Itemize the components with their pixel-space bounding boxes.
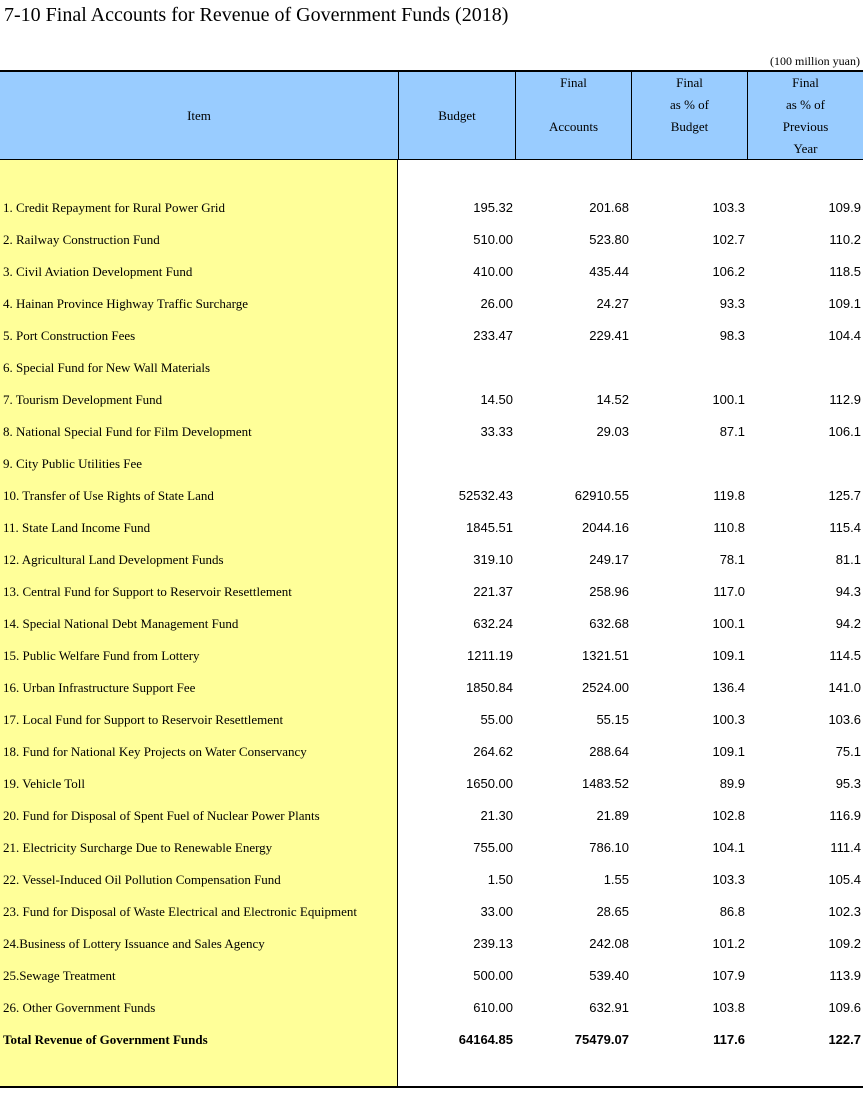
row-final-cell: 2044.16 — [582, 520, 629, 535]
row-pct-budget-cell: 109.1 — [712, 648, 745, 663]
row-budget-cell: 221.37 — [473, 584, 513, 599]
row-pct-budget-cell: 117.0 — [713, 584, 745, 599]
row-budget-cell: 1845.51 — [466, 520, 513, 535]
table-row — [0, 544, 863, 576]
row-pct-budget-cell: 101.2 — [712, 936, 745, 951]
header-pct-prev-line3: Previous — [782, 119, 829, 134]
row-pct-prev-cell: 109.1 — [828, 296, 861, 311]
table-row — [0, 960, 863, 992]
row-pct-budget-cell: 110.8 — [713, 520, 745, 535]
row-pct-budget-cell: 100.1 — [712, 616, 745, 631]
row-pct-prev-cell: 103.6 — [828, 712, 861, 727]
table-row — [0, 448, 863, 480]
row-pct-budget-cell: 136.4 — [712, 680, 745, 695]
row-pct-budget-cell: 117.6 — [713, 1032, 745, 1047]
row-final-cell: 24.27 — [596, 296, 629, 311]
row-item-label: 1. Credit Repayment for Rural Power Grid — [3, 200, 226, 215]
table-row — [0, 736, 863, 768]
row-pct-budget-cell: 103.8 — [712, 1000, 745, 1015]
row-pct-prev-cell: 125.7 — [828, 488, 861, 503]
row-item-label: 24.Business of Lottery Issuance and Sales Agency — [3, 936, 265, 951]
table-row — [0, 704, 863, 736]
table-row — [0, 832, 863, 864]
row-pct-prev-cell: 95.3 — [835, 776, 861, 791]
row-pct-prev-cell: 122.7 — [828, 1032, 861, 1047]
header-pct-budget-line2: as % of — [670, 97, 709, 112]
row-pct-prev-cell: 112.9 — [829, 392, 861, 407]
table-row — [0, 768, 863, 800]
table-row — [0, 672, 863, 704]
row-item-label: 21. Electricity Surcharge Due to Renewable Energy — [3, 840, 273, 855]
row-budget-cell: 500.00 — [473, 968, 513, 983]
table-row — [0, 864, 863, 896]
row-final-cell: 229.41 — [589, 328, 629, 343]
table-row — [0, 288, 863, 320]
row-item-label: 4. Hainan Province Highway Traffic Surcharge — [3, 296, 249, 311]
header-budget — [398, 72, 515, 160]
row-pct-prev-cell: 102.3 — [828, 904, 861, 919]
row-final-cell: 242.08 — [589, 936, 629, 951]
row-final-cell: 14.52 — [596, 392, 629, 407]
row-pct-prev-cell: 110.2 — [829, 232, 861, 247]
row-final-cell: 1321.51 — [582, 648, 629, 663]
row-item-label: 13. Central Fund for Support to Reservoir Resettlement — [3, 584, 292, 599]
row-item-label: 26. Other Government Funds — [3, 1000, 156, 1015]
unit-label: (100 million yuan) — [770, 54, 860, 68]
row-pct-prev-cell: 109.9 — [828, 200, 861, 215]
table-row — [0, 320, 863, 352]
row-item-label: 17. Local Fund for Support to Reservoir Resettlement — [3, 712, 284, 727]
row-item-label: 18. Fund for National Key Projects on Water Conservancy — [3, 744, 307, 759]
row-pct-prev-cell: 115.4 — [829, 520, 861, 535]
row-pct-budget-cell: 89.9 — [719, 776, 745, 791]
row-budget-cell: 319.10 — [473, 552, 513, 567]
header-final-accounts — [515, 72, 631, 160]
row-budget-cell: 233.47 — [473, 328, 513, 343]
row-pct-prev-cell: 113.9 — [829, 968, 861, 983]
row-budget-cell: 1850.84 — [466, 680, 513, 695]
row-budget-cell: 55.00 — [480, 712, 513, 727]
row-budget-cell: 264.62 — [473, 744, 513, 759]
row-final-cell: 1.55 — [603, 872, 629, 887]
table-row — [0, 256, 863, 288]
row-item-label: 25.Sewage Treatment — [3, 968, 116, 983]
row-pct-prev-cell: 141.0 — [828, 680, 861, 695]
row-pct-prev-cell: 111.4 — [830, 840, 861, 855]
row-budget-cell: 33.00 — [480, 904, 513, 919]
header-pct-budget — [631, 72, 747, 160]
row-final-cell: 75479.07 — [574, 1032, 629, 1047]
row-final-cell: 632.68 — [589, 616, 629, 631]
row-item-label: Total Revenue of Government Funds — [3, 1032, 208, 1047]
row-budget-cell: 1650.00 — [466, 776, 513, 791]
row-budget-cell: 21.30 — [480, 808, 513, 823]
row-pct-budget-cell: 104.1 — [712, 840, 745, 855]
row-pct-prev-cell: 105.4 — [828, 872, 861, 887]
row-final-cell: 29.03 — [596, 424, 629, 439]
header-final-accounts-line2: Accounts — [548, 119, 599, 134]
header-pct-prev-line1: Final — [792, 75, 819, 90]
row-item-label: 16. Urban Infrastructure Support Fee — [3, 680, 196, 695]
row-final-cell: 786.10 — [589, 840, 629, 855]
header-budget-label: Budget — [438, 108, 476, 123]
row-item-label: 11. State Land Income Fund — [3, 520, 151, 535]
row-budget-cell: 64164.85 — [458, 1032, 513, 1047]
row-final-cell: 28.65 — [596, 904, 629, 919]
row-final-cell: 632.91 — [589, 1000, 629, 1015]
row-item-label: 7. Tourism Development Fund — [3, 392, 163, 407]
table-row — [0, 224, 863, 256]
table-row — [0, 608, 863, 640]
table-row — [0, 352, 863, 384]
row-item-label: 23. Fund for Disposal of Waste Electrical and Electronic Equipment — [3, 904, 357, 919]
table-row — [0, 928, 863, 960]
header-item-label: Item — [187, 108, 211, 123]
table-row — [0, 384, 863, 416]
row-pct-budget-cell: 87.1 — [719, 424, 745, 439]
row-item-label: 15. Public Welfare Fund from Lottery — [3, 648, 200, 663]
table-row — [0, 480, 863, 512]
row-item-label: 3. Civil Aviation Development Fund — [3, 264, 193, 279]
row-pct-prev-cell: 104.4 — [828, 328, 861, 343]
row-pct-budget-cell: 102.7 — [712, 232, 745, 247]
row-item-label: 2. Railway Construction Fund — [3, 232, 160, 247]
row-item-label: 12. Agricultural Land Development Funds — [3, 552, 224, 567]
table-total-row — [0, 1024, 863, 1056]
row-budget-cell: 755.00 — [473, 840, 513, 855]
table-row — [0, 640, 863, 672]
table-row — [0, 992, 863, 1024]
row-final-cell: 523.80 — [589, 232, 629, 247]
table-row — [0, 416, 863, 448]
header-pct-budget-line3: Budget — [670, 119, 709, 134]
row-pct-budget-cell: 100.3 — [712, 712, 745, 727]
row-budget-cell: 195.32 — [473, 200, 513, 215]
row-pct-budget-cell: 100.1 — [712, 392, 745, 407]
row-pct-prev-cell: 109.6 — [828, 1000, 861, 1015]
table-row — [0, 192, 863, 224]
row-pct-prev-cell: 118.5 — [829, 264, 861, 279]
row-pct-prev-cell: 114.5 — [829, 648, 861, 663]
table-row — [0, 800, 863, 832]
row-budget-cell: 239.13 — [473, 936, 513, 951]
row-item-label: 14. Special National Debt Management Fund — [3, 616, 239, 631]
row-final-cell: 2524.00 — [582, 680, 629, 695]
row-budget-cell: 510.00 — [473, 232, 513, 247]
row-pct-budget-cell: 109.1 — [712, 744, 745, 759]
row-pct-budget-cell: 103.3 — [712, 200, 745, 215]
row-pct-prev-cell: 75.1 — [835, 744, 861, 759]
row-pct-budget-cell: 106.2 — [712, 264, 745, 279]
row-budget-cell: 1211.19 — [466, 648, 513, 663]
row-item-label: 8. National Special Fund for Film Development — [3, 424, 252, 439]
row-budget-cell: 52532.43 — [458, 488, 513, 503]
header-pct-prev-line4: Year — [793, 141, 818, 156]
row-final-cell: 55.15 — [596, 712, 629, 727]
header-pct-prev-line2: as % of — [786, 97, 825, 112]
row-final-cell: 288.64 — [589, 744, 629, 759]
row-budget-cell: 14.50 — [480, 392, 513, 407]
row-item-label: 19. Vehicle Toll — [3, 776, 86, 791]
row-pct-budget-cell: 102.8 — [712, 808, 745, 823]
row-item-label: 20. Fund for Disposal of Spent Fuel of Nuclear Power Plants — [3, 808, 320, 823]
header-pct-budget-line1: Final — [676, 75, 703, 90]
row-budget-cell: 610.00 — [473, 1000, 513, 1015]
row-pct-budget-cell: 107.9 — [712, 968, 745, 983]
row-final-cell: 1483.52 — [582, 776, 629, 791]
row-final-cell: 249.17 — [589, 552, 629, 567]
row-pct-prev-cell: 94.3 — [835, 584, 861, 599]
row-pct-prev-cell: 81.1 — [835, 552, 861, 567]
row-pct-budget-cell: 86.8 — [719, 904, 745, 919]
row-pct-budget-cell: 103.3 — [712, 872, 745, 887]
row-pct-prev-cell: 116.9 — [829, 808, 861, 823]
row-final-cell: 258.96 — [589, 584, 629, 599]
header-pct-prev — [747, 72, 863, 160]
header-item — [0, 72, 398, 160]
row-item-label: 10. Transfer of Use Rights of State Land — [3, 488, 214, 503]
row-budget-cell: 410.00 — [473, 264, 513, 279]
row-budget-cell: 632.24 — [473, 616, 513, 631]
row-item-label: 6. Special Fund for New Wall Materials — [3, 360, 211, 375]
table-bottom-rule — [0, 1086, 863, 1088]
row-item-label: 9. City Public Utilities Fee — [3, 456, 143, 471]
row-item-label: 22. Vessel-Induced Oil Pollution Compensation Fund — [3, 872, 281, 887]
page-title: 7-10 Final Accounts for Revenue of Government Funds (2018) — [4, 4, 509, 26]
table-row — [0, 576, 863, 608]
row-final-cell: 539.40 — [589, 968, 629, 983]
row-pct-budget-cell: 93.3 — [719, 296, 745, 311]
row-pct-prev-cell: 109.2 — [828, 936, 861, 951]
row-budget-cell: 1.50 — [487, 872, 513, 887]
row-pct-prev-cell: 106.1 — [828, 424, 861, 439]
table-row — [0, 512, 863, 544]
row-final-cell: 21.89 — [596, 808, 629, 823]
row-pct-budget-cell: 98.3 — [719, 328, 745, 343]
row-budget-cell: 26.00 — [480, 296, 513, 311]
row-budget-cell: 33.33 — [480, 424, 513, 439]
table-header — [0, 70, 863, 160]
table-row — [0, 896, 863, 928]
row-final-cell: 62910.55 — [574, 488, 629, 503]
row-pct-budget-cell: 78.1 — [719, 552, 745, 567]
row-item-label: 5. Port Construction Fees — [3, 328, 136, 343]
row-final-cell: 435.44 — [589, 264, 629, 279]
row-final-cell: 201.68 — [589, 200, 629, 215]
row-pct-budget-cell: 119.8 — [713, 488, 745, 503]
row-pct-prev-cell: 94.2 — [835, 616, 861, 631]
header-final-accounts-line1: Final — [560, 75, 587, 90]
